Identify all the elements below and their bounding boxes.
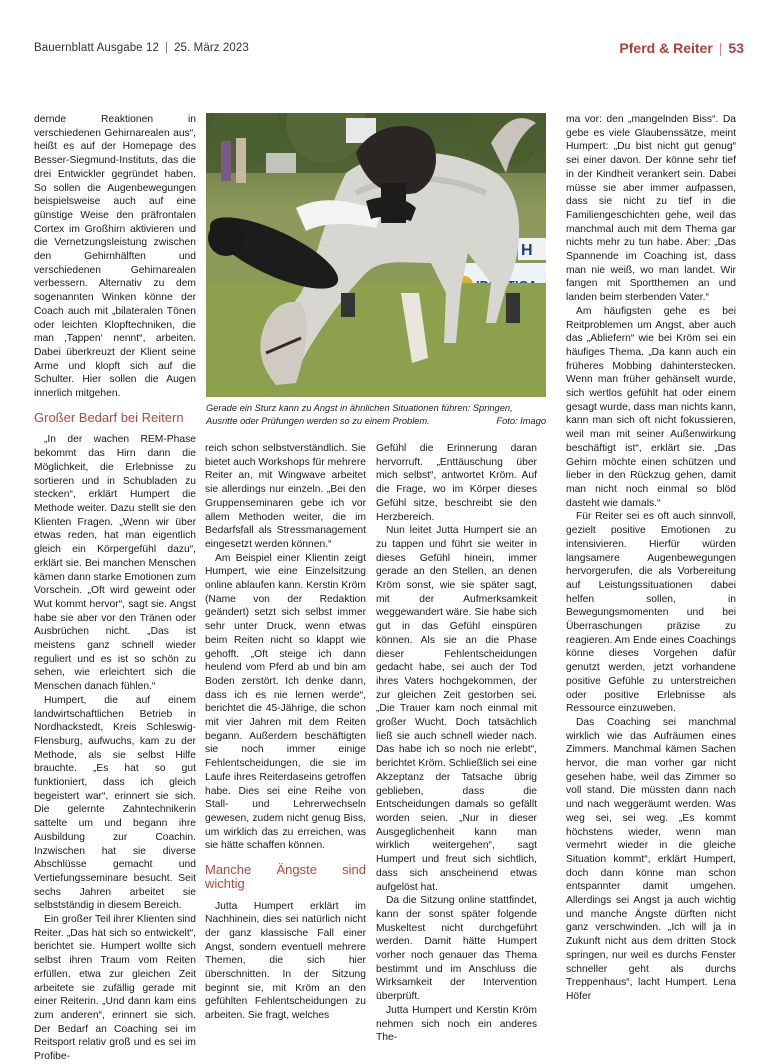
paragraph-text: Das Coaching sei manchmal wirklich wie das Aufräumen eines Zimmers. Manchmal kämen Sachen hervor, die man vorher gar nicht gesehen habe, weil das Zimmer so voll stand. Die müssten dann nach und nach weggeräumt werden. Was weg sei, sei weg. „Es kommt höchstens wieder, wenn man vermehrt wieder in die gleiche Situation kommt“, erklärt Humpert, doch dann könne man schon entspannter damit umgehen. Allerdings sei Angst ja auch wichtig und manche Ängste dürften nicht ganz verschwinden. „Ich will ja in Zukunft nicht aus dem dritten Stock springen, nur weil es durchs Fenster schneller geht als durchs Treppenhaus“, lacht Humpert. [566, 716, 736, 989]
publication-name: Bauernblatt Ausgabe 12 [34, 42, 159, 54]
article-photo [206, 113, 546, 397]
article-column-2 [205, 442, 366, 1023]
paragraph: Nun leitet Jutta Humpert sie an zu tappen und führt sie weiter in dieses Gefühl hinein, immer gerade an den Stellen, an denen Kröm sonst, wie sie später sagt, mit der Aufmerksamkeit weggewandert wäre. Sie habe sich gut in das Gefühl einspüren können. Als sie an die Phase dieser Fehlentscheidungen gedacht habe, sei auch der Tod ihres Vaters hochgekommen, der zur gleichen Zeit gestorben sei. „Die Trauer kam noch einmal mit großer Wucht. Doch tatsächlich ließ sie auch schnell wieder nach. Das habe ich so noch nie erlebt“, berichtet Kröm. Schließlich sei eine Akzeptanz der Tatsache übrig geblieben, dass die Entscheidungen damals so gefällt worden seien. „Nur in dieser Ausgeglichenheit kann man wirklich weitergehen“, sagt Humpert und freut sich sichtlich, dass sich anscheinend etwas aufgelöst hat. [376, 525, 537, 893]
paragraph: dernde Reaktionen in verschiedenen Gehirnarealen aus“, heißt es auf der Homepage des Besser-Siegmund-Instituts, das die drei Entwickler gegründet haben. So sollen die Augenbewegungen beispielsweise auch auf eine günstige Weise den präfrontalen Cortex im Großhirn aktivieren und die Vernetzungsleistung zwischen den Gehirnhälften und verschiedenen Gehirnarealen verbessern. Alternativ zu dem sogenannten Winken könne der Coach auch mit „bilateralen Tönen oder leichten Klopftechniken, die man ‚Tappen‘ nennt“, arbeiten. Dabei überkreuzt der Klient seine Arme und klopft sich auf die Schulter. Hier sollen die Augen innerlich mitgehen. [34, 114, 196, 400]
photo-caption [206, 402, 546, 427]
header-separator: | [718, 40, 723, 56]
paragraph: Am häufigsten gehe es bei Reitproblemen um Angst, aber auch das „Abliefern“ wie bei Kröm sei ein häufiges Thema. „Da kann auch ein früheres Mobbing dahinterstecken. Wenn man früher gehänselt wurde, sich wertlos gefühlt hat oder einem gesagt wurde, dass man nichts kann, kann man sich oft nicht fokussieren, weil man mit seiner Außenwirkung beschäftigt ist“, erklärt sie. „Das Gehirn möchte einen schützen und lieber in den Rückzug gehen, damit man nicht noch einmal so blöd dasteht wie damals.“ [566, 305, 736, 509]
paragraph: Ein großer Teil ihrer Klienten sind Reiter. „Das hat sich so entwickelt“, berichtet sie. Humpert wollte sich selbst ihren Traum vom Reiten erfüllen, etwa zur gleichen Zeit arbeitete sie zufällig gerade mit einer Reiterin. „Und dann kam eins zum anderen“, erinnert sie sich. Der Bedarf an Coaching sei im Reitsport relativ groß und es sei im Profibe- [34, 914, 196, 1063]
paragraph: Am Beispiel einer Klientin zeigt Humpert, wie eine Einzelsitzung online ablaufen kann. Kerstin Kröm (Name von der Redaktion geändert) setzt sich selbst immer sehr unter Druck, wenn etwas beim Reiten nicht so klappt wie gehofft. „Oft steige ich dann heulend vom Pferd ab und bin am Boden zerstört. Ich denke dann, dass ich es nie lernen werde“, berichtet die 45-Jährige, die schon mit vier Jahren mit dem Reiten begann. Außerdem beschäftigten sie noch immer einige Fehlentscheidungen, die sie im Laufe ihres Reiterdaseins getroffen habe. Dies sei eine Reihe von Stall- und Lehrerwechseln gewesen, zudem nicht genug Biss, um wirklich das zu erreichen, was sie hätte schaffen können. [205, 552, 366, 852]
paragraph: ma vor: den „mangelnden Biss“. Da gebe es viele Glaubenssätze, meint Humpert: „Du bist nicht gut genug“ sei einer davon. Der könne sehr tief in der Kindheit verankert sein. Dabei müsse sie aber immer aufpassen, dass sie nicht zu tief in die Familiengeschichten gehe, weil das manchmal auch mit dem Thema gar nichts mehr zu tun habe. Aber: „Das Spannende im Coaching ist, dass man nie weiß, wo man landet. Wir fangen mit Sportthemen an und landen beim sterbenden Vater.“ [566, 114, 736, 304]
paragraph: reich schon selbstverständlich. Sie bietet auch Workshops für mehrere Reiter an, mit Wingwave arbeitet sie allerdings nur einzeln. „Bei den Gruppenseminaren gebe ich vor allem Methoden weiter, die im Bedarfsfall als Stressmanagement eingesetzt werden können.“ [205, 443, 366, 550]
author-name: Lena Höfer [566, 977, 736, 1002]
article-column-4 [566, 113, 736, 1004]
issue-date: 25. März 2023 [174, 42, 249, 54]
section-title: Pferd & Reiter [619, 40, 713, 56]
paragraph [566, 716, 736, 1004]
subheading: Manche Ängste sind wichtig [205, 862, 366, 891]
page-number: 53 [728, 40, 744, 56]
svg-text:H: H [521, 242, 533, 259]
paragraph: Humpert, die auf einem landwirtschaftlichen Betrieb in Nordhackstedt, Kreis Schleswig-Flensburg, aufwuchs, kam zu der Methode, als sie selbst Hilfe brauchte. „Es hat so gut funktioniert, dass ich gleich begeistert war“, erinnert sie sich. Die gelernte Zahntechnikerin sattelte um und begann ihre Ausbildung zur Coachin. Inzwischen hat sie diverse Abschlüsse gemacht und Vertiefungsseminare besucht. Seit sechs Jahren arbeitet sie selbstständig in diesem Bereich. [34, 694, 196, 912]
paragraph: Jutta Humpert und Kerstin Kröm nehmen sich noch ein anderes The- [376, 1004, 537, 1044]
rider-helmet [208, 220, 244, 256]
paragraph: „In der wachen REM-Phase bekommt das Hirn dann die Möglichkeit, die Erlebnisse zu sortieren und in Schubladen zu stecken“, erklärt Humpert die Methode weiter. Dazu stellt sie den Klienten Fragen. „Wenn wir über etwas reden, hat man eigentlich gleich ein Körpergefühl dazu“, erklärt sie. Bei manchen Menschen kämen dann starke Emotionen zum Vorschein. „Oft wird geweint oder Wut kommt hervor“, sagt sie. Angst habe sie aber vor den Tränen oder Ausbrüchen nicht. „Das ist meistens ganz schnell wieder reguliert und es ist so schön zu sehen, wie erleichtert sich die Menschen danach fühlen.“ [34, 434, 196, 693]
article-column-3 [376, 442, 537, 1045]
section-header [619, 40, 744, 56]
header-separator: | [164, 42, 169, 54]
subheading: Großer Bedarf bei Reitern [34, 409, 184, 425]
paragraph: Für Reiter sei es oft auch sinnvoll, gezielt positive Emotionen zu intensivieren. Hierfür würden langsamere Augenbewegungen hervorgerufen, die als Vorbereitung auf Leistungssituationen dabei helfen sollen, in Bewegungsmomenten und bei Überraschungen präzise zu reagieren. Am Ende eines Coachings könne dieses Vorgehen dafür genutzt werden, jetzt vorhandene positive Gefühle zu unterstreichen oder positive Erlebnisse als Ressource einzuweben. [566, 511, 737, 715]
paragraph: Gefühl die Erinnerung daran hervorruft. „Enttäuschung über mich selbst“, antwortet Kröm. Auf die Frage, wo im Körper dieses Gefühl sitze, beschreibt sie den Herzbereich. [376, 443, 537, 523]
running-header [34, 42, 249, 54]
caption-text: Gerade ein Sturz kann zu Angst in ähnlichen Situationen führen: Springen, Ausritte oder Prüfungen werden so zu einem Problem. [206, 403, 513, 426]
photo-credit: Foto: Imago [496, 415, 546, 426]
paragraph: Jutta Humpert erklärt im Nachhinein, dies sei natürlich nicht der ganz klassische Fall einer Angst, sondern eventuell mehrere Themen, die sich hier überschnitten. In der Sitzung beginnt sie, mit Kröm an den gefühlten Fehlentscheidungen zu arbeiten. Sie fragt, welches [205, 900, 366, 1022]
paragraph: Da die Sitzung online stattfindet, kann der sonst später folgende Muskeltest nicht durchgeführt werden. Damit hätte Humpert vorher noch genauer das Thema bestimmt und im Anschluss die Wirksamkeit der Intervention überprüft. [376, 895, 537, 1003]
article-column-1 [34, 113, 196, 1064]
horse-fall-illustration [206, 113, 546, 397]
